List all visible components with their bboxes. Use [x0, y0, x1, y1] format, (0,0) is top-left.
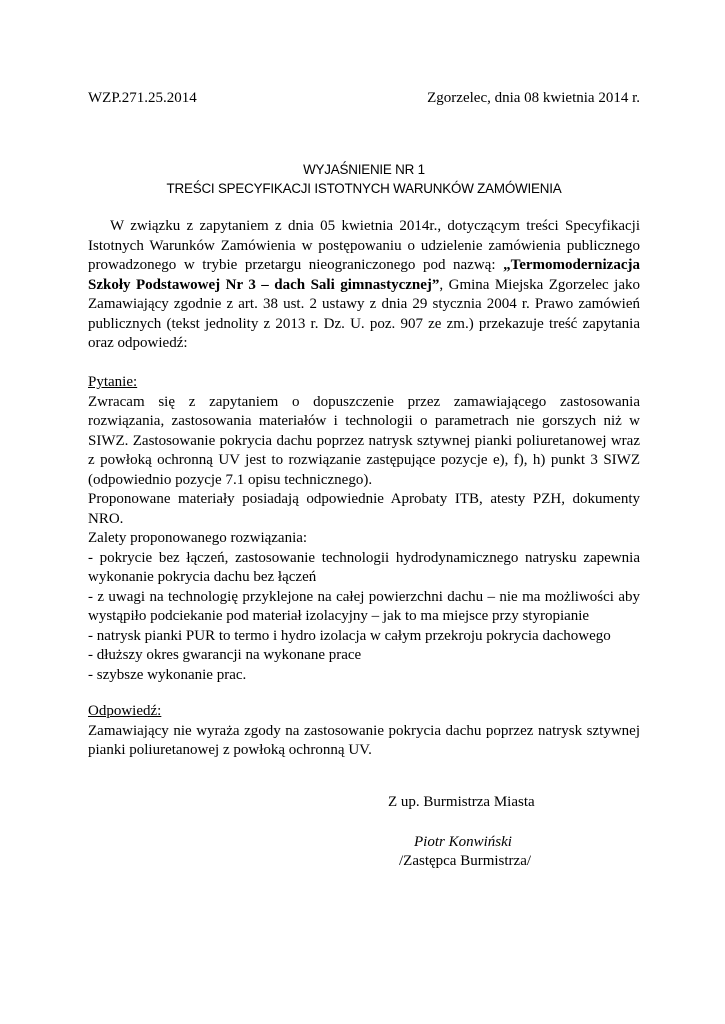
advantage-item-4: - dłuższy okres gwarancji na wykonane prace	[88, 647, 362, 663]
title-line-2: TREŚCI SPECYFIKACJI ISTOTNYCH WARUNKÓW ZAMÓWIENIA	[166, 181, 562, 196]
advantage-item-5: - szybsze wykonanie prac.	[88, 666, 247, 683]
advantages-intro: Zalety proponowanego rozwiązania:	[88, 530, 308, 546]
signatory-role: /Zastępca Burmistrza/	[399, 853, 532, 869]
question-paragraph-2: Proponowane materiały posiadają odpowiednie Aprobaty ITB, atesty PZH, dokumenty NRO.	[88, 491, 640, 527]
answer-text: Zamawiający nie wyraża zgody na zastosowanie pokrycia dachu poprzez natrysk sztywnej pianki poliuretanowej z powłoką ochronną UV.	[88, 722, 640, 758]
question-section	[88, 373, 640, 685]
signature-on-behalf: Z up. Burmistrza Miasta	[388, 794, 535, 810]
signatory-name: Piotr Konwiński	[414, 834, 512, 850]
place-and-date: Zgorzelec, dnia 08 kwietnia 2014 r.	[427, 90, 640, 106]
intro-text-part2: , Gmina Miejska Zgorzelec jako Zamawiający zgodnie z art. 38 ust. 2 ustawy z dnia 29 stycznia 2004 r. Prawo zamówień publicznych (tekst jednolity z 2013 r. Dz. U. poz. 907 ze zm.) przekazuje treść zapytania oraz odpowiedź:	[88, 276, 640, 351]
document-title	[88, 160, 640, 198]
document-page	[88, 0, 640, 1024]
advantage-item-3: - natrysk pianki PUR to termo i hydro izolacja w całym przekroju pokrycia dachowego	[88, 627, 611, 644]
intro-text-part1: W związku z zapytaniem z dnia 05 kwietnia 2014r., dotyczącym treści Specyfikacji Istotnych Warunków Zamówienia w postępowaniu o udzielenie zamówienia publicznego prowadzonego w trybie przetargu nieograniczonego pod nazwą:	[88, 218, 640, 273]
question-paragraph-1: Zwracam się z zapytaniem o dopuszczenie przez zamawiającego zastosowania rozwiązania, zastosowania materiałów i technologii o parametrach nie gorszych niż w SIWZ. Zastosowanie pokrycia dachu poprzez natrysk sztywnej pianki poliuretanowej wraz z powłoką ochronną UV jest to rozwiązanie zastępujące pozycje e), f), h) punkt 3 SIWZ (odpowiednio pozycje 7.1 opisu technicznego).	[88, 393, 640, 488]
reference-number: WZP.271.25.2014	[88, 90, 197, 106]
project-name: „Termomodernizacja Szkoły Podstawowej Nr 3 – dach Sali gimnastycznej”	[88, 257, 640, 293]
advantage-item-1: - pokrycie bez łączeń, zastosowanie technologii hydrodynamicznego natrysku zapewnia wykonanie pokrycia dachu bez łączeń	[88, 549, 640, 585]
intro-paragraph	[88, 217, 640, 354]
question-heading: Pytanie:	[88, 374, 138, 390]
answer-section	[88, 702, 640, 761]
document-header	[88, 89, 640, 109]
answer-heading: Odpowiedź:	[88, 703, 162, 719]
advantage-item-2: - z uwagi na technologię przyklejone na całej powierzchni dachu – nie ma możliwości aby wystąpiło podciekanie pod materiał izolacyjny – jak to ma miejsce przy styropianie	[88, 588, 640, 624]
title-line-1: WYJAŚNIENIE NR 1	[303, 162, 425, 177]
